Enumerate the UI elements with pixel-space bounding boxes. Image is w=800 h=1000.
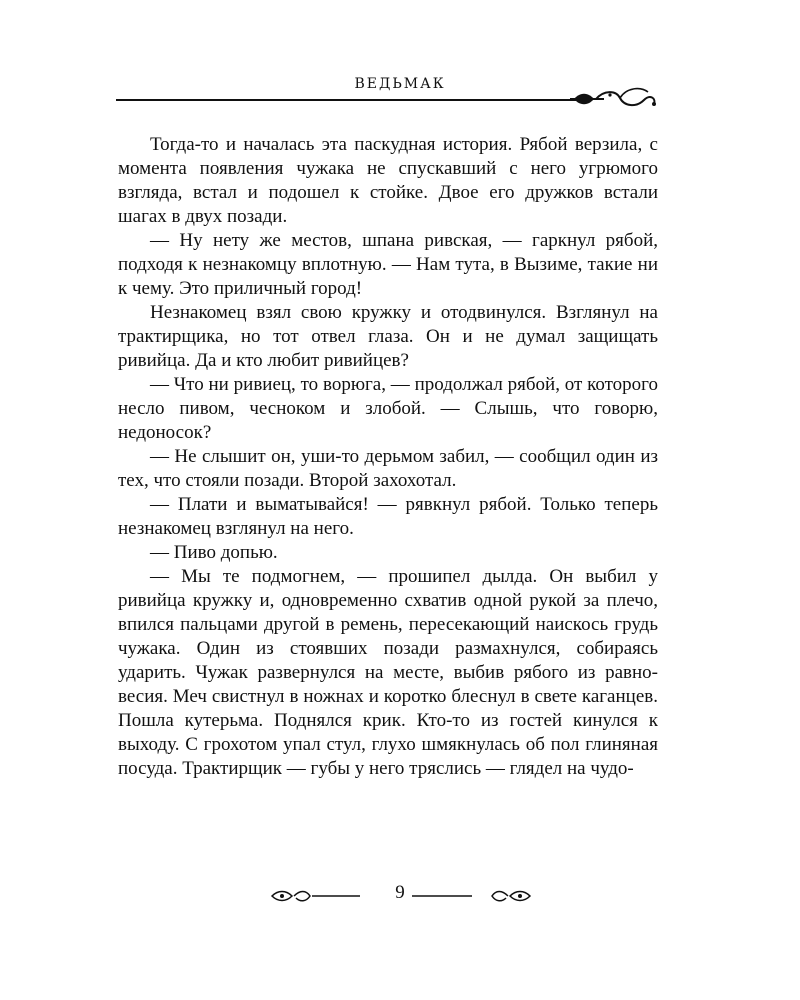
right-folio-ornament-icon <box>402 886 532 906</box>
paragraph: — Мы те подмогнем, — прошипел дылда. Он выбил у ривийца кружку и, одновременно схватив одной рукой за плечо, впился пальцами другой в ремень, пересекающий наискось грудь чужака. Один из стоявших позади размахнулся, собираясь ударить. Чужак развернулся на месте, выбив рябого из равновесия. Меч свистнул в ножнах и коротко блеснул в свете каганцев. Пошла кутерьма. Поднялся крик. Кто-то из гостей кинулся к выходу. С грохотом упал стул, глухо шмякнулась об пол глиняная посуда. Трактирщик — губы у него тряслись — глядел на чудо- <box>118 566 658 779</box>
page-body-text <box>118 133 658 781</box>
page-number: 9 <box>395 882 405 903</box>
paragraph: — Пиво допью. <box>150 542 278 563</box>
running-head-title: ВЕДЬМАК <box>354 76 446 92</box>
paragraph: — Не слышит он, уши-то дерьмом забил, — сообщил один из тех, что стояли позади. Второй захохотал. <box>118 446 658 491</box>
header-rule <box>116 99 586 101</box>
paragraph: Тогда-то и началась эта паскудная история. Рябой верзила, с момента появления чужака не спускавший с него угрюмого взгляда, встал и подошел к стойке. Двое его дружков встали шагах в двух позади. <box>118 134 658 227</box>
header-flourish-ornament-icon <box>570 86 660 114</box>
paragraph: — Что ни ривиец, то ворюга, — продолжал рябой, от которого несло пивом, чесноком и злобой. — Слышь, что говорю, недоносок? <box>118 374 658 443</box>
paragraph: Незнакомец взял свою кружку и отодвинулся. Взглянул на трактирщика, но тот отвел глаза. Он и не думал защищать ривийца. Да и кто любит ривийцев? <box>118 302 658 371</box>
paragraph: — Ну нету же местов, шпана ривская, — гаркнул рябой, подходя к незнакомцу вплотную. — Нам тута, в Вызиме, такие ни к чему. Это приличный город! <box>118 230 658 299</box>
paragraph: — Плати и выматывайся! — рявкнул рябой. Только теперь незнакомец взглянул на него. <box>118 494 658 539</box>
page-footer <box>0 882 800 912</box>
